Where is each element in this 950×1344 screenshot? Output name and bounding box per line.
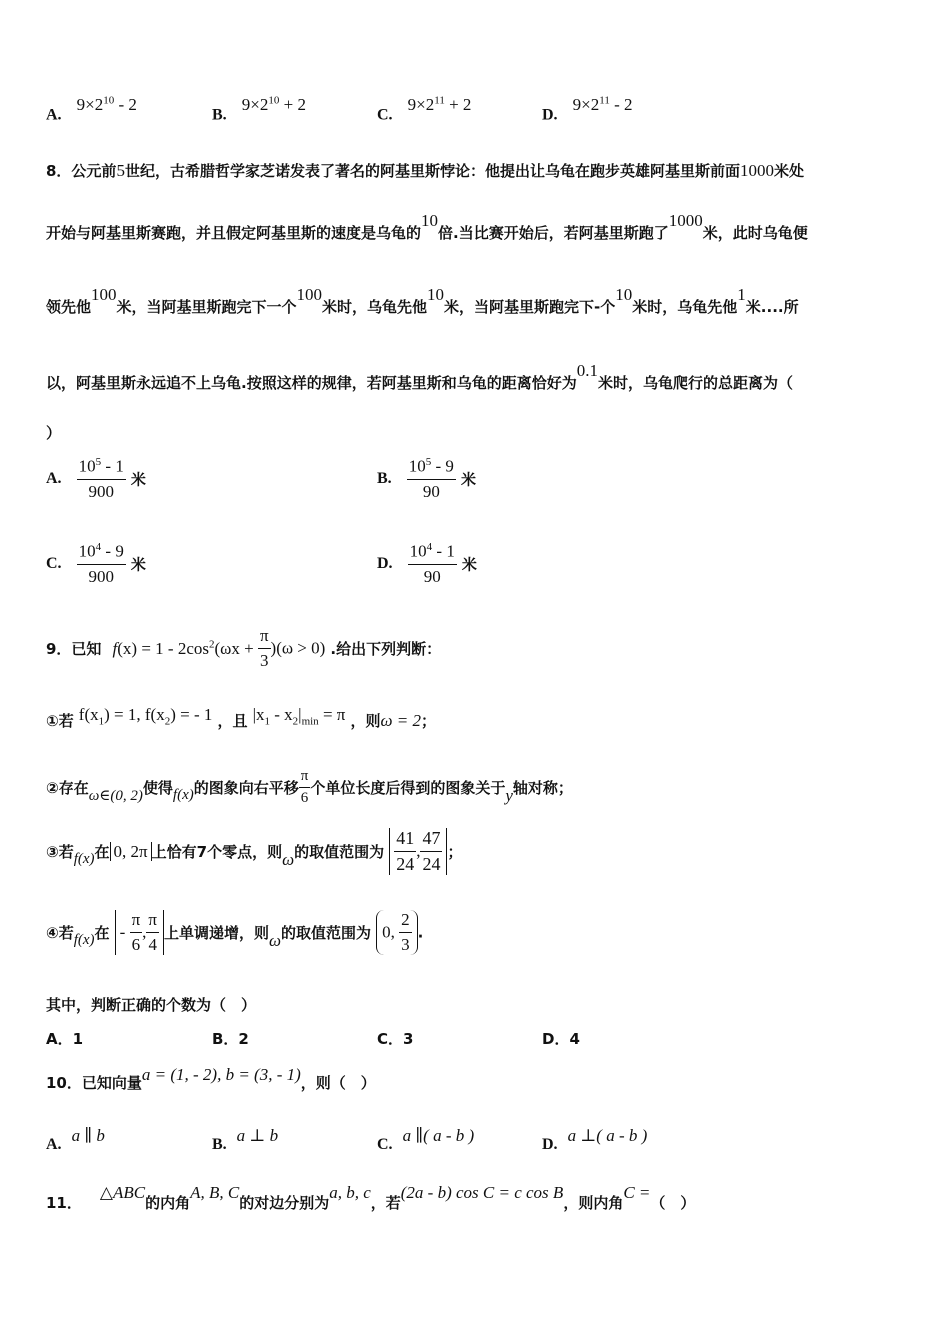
q8-option-c: C. $\frac{10^4 - 9}{900}$ 米 bbox=[46, 541, 146, 586]
q9-option-a: A．1 bbox=[46, 1030, 84, 1048]
q7-option-b: B. $9\times 2^{10} + 2$ bbox=[212, 94, 306, 124]
fraction: $\frac{10^4 - 9}{900}$ bbox=[78, 541, 124, 586]
interval: 0, $\frac{2}{3}$ bbox=[376, 910, 418, 955]
fraction: $\frac{\pi}{3}$ bbox=[259, 626, 269, 670]
fraction: $\frac{2}{3}$ bbox=[401, 910, 410, 954]
q8-option-a: A. $\frac{10^5 - 1}{900}$ 米 bbox=[46, 456, 146, 501]
fraction: $\frac{\pi}{4}$ bbox=[148, 910, 157, 954]
fraction: $\frac{10^5 - 1}{900}$ bbox=[78, 456, 124, 501]
q8-line-4: 以，阿基里斯永远追不上乌龟.按照这样的规律，若阿基里斯和乌龟的距离恰好为0.1米时，乌龟爬行的总距离为（ bbox=[46, 361, 793, 392]
fraction: $\frac{10^5 - 9}{90}$ bbox=[408, 456, 454, 501]
q7-option-c: C. $9\times 2^{11} + 2$ bbox=[377, 94, 472, 124]
fraction: $\frac{10^4 - 1}{90}$ bbox=[409, 541, 455, 586]
interval: $\frac{41}{24}$ , $\frac{47}{24}$ bbox=[389, 828, 447, 875]
q9-summary: 其中，判断正确的个数为（ ） bbox=[46, 996, 257, 1014]
q9-statement-4: ④若f(x)在 - $\frac{\pi}{6}$ , $\frac{\pi}{4}$ 上单调递增，则ω的取值范围为 0, $\frac{2}{3}$ . bbox=[46, 910, 424, 954]
interval: - $\frac{\pi}{6}$ , $\frac{\pi}{4}$ bbox=[115, 910, 164, 955]
q9-option-c: C．3 bbox=[377, 1030, 414, 1048]
q10-option-d: D. a ⊥( a - b ) bbox=[542, 1126, 648, 1153]
fraction: $\frac{\pi}{6}$ bbox=[131, 910, 141, 954]
q9-option-b: B．2 bbox=[212, 1030, 249, 1048]
q9-statement-2: ②存在ω∈(0, 2)使得f(x)的图象向右平移 $\frac{\pi}{6}$ 个单位长度后得到的图象关于y轴对称； bbox=[46, 768, 573, 806]
option-label: A. bbox=[46, 106, 62, 124]
q10-option-a: A. a ∥ b bbox=[46, 1126, 105, 1153]
q8-line-3: 领先他100米，当阿基里斯跑完下一个100米时，乌龟先他10米，当阿基里斯跑完下-个10米时，乌龟先他1米....所 bbox=[46, 285, 799, 316]
q8-line-2: 开始与阿基里斯赛跑，并且假定阿基里斯的速度是乌龟的10倍.当比赛开始后，若阿基里斯跑了1000米，此时乌龟便 bbox=[46, 211, 808, 242]
q8-option-d: D. $\frac{10^4 - 1}{90}$ 米 bbox=[377, 541, 477, 586]
fraction: $\frac{47}{24}$ bbox=[422, 828, 441, 874]
q10-option-c: C. a ∥( a - b ) bbox=[377, 1126, 475, 1153]
q9-intro: 9．已知 $f(x) = 1 - 2\cos^2(\omega x$ + $\frac{\pi}{3}$ )(ω > 0) .给出下列判断： bbox=[46, 626, 442, 670]
q11-question: 11．△ABC的内角A, B, C的对边分别为a, b, c，若(2a - b) cos C = c cos B，则内角C =（ ） bbox=[46, 1183, 696, 1212]
fraction: $\frac{41}{24}$ bbox=[396, 828, 415, 874]
q10-option-b: B. a ⊥ b bbox=[212, 1126, 279, 1153]
q9-option-d: D．4 bbox=[542, 1030, 580, 1048]
q7-option-a: A. $9\times 2^{10} - 2$ bbox=[46, 94, 137, 124]
q10-intro: 10．已知向量a = (1, - 2), b = (3, - 1)，则（ ） bbox=[46, 1065, 376, 1092]
q7-option-d: D. $9\times 2^{11} - 2$ bbox=[542, 94, 633, 124]
q9-statement-1: ①若 $f(x_1) = 1$, $f(x_2)$ = - 1 ，且 $|x_1 - x_2|_{min} = \pi$ ，则ω = 2； bbox=[46, 705, 436, 730]
q8-option-b: B. $\frac{10^5 - 9}{90}$ 米 bbox=[377, 456, 477, 501]
q8-line-1: 8．公元前5世纪，古希腊哲学家芝诺发表了著名的阿基里斯悖论：他提出让乌龟在跑步英雄阿基里斯前面1000米处 bbox=[46, 161, 804, 180]
q9-statement-3: ③若f(x)在 0, 2π 上恰有7个零点，则ω的取值范围为 $\frac{41}{24}$ , $\frac{47}{24}$ ； bbox=[46, 828, 463, 874]
q8-line-5: ） bbox=[46, 424, 62, 442]
fraction: $\frac{\pi}{6}$ bbox=[300, 768, 309, 806]
